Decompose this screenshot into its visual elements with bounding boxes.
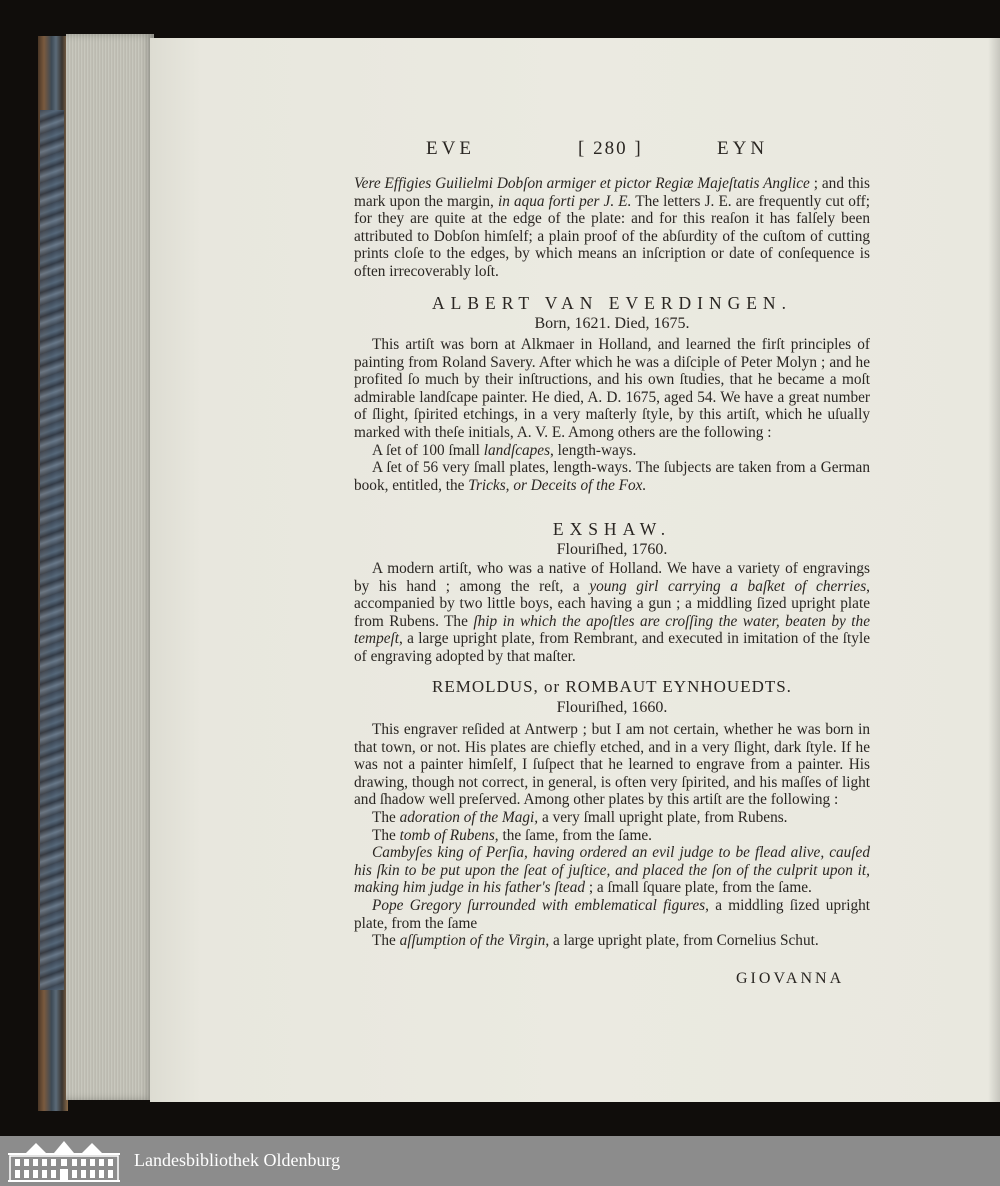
text-run: , length-ways. bbox=[550, 441, 637, 459]
marbled-cover bbox=[40, 110, 64, 990]
text-run: The letters J. E. are frequently cut off; for they are quite at the edge of the plate: and for this reaſon it has falſely been attributed to Dobſon himſelf; a plain proof of the abſurdity of the cuſtom of cutting prints cloſe to the edges, by which means an inſcription or date of conſequence is often irrecoverably loſt. bbox=[354, 192, 870, 280]
artist-heading: REMOLDUS, or ROMBAUT EYNHOUEDTS. bbox=[432, 677, 792, 696]
italic-title: aſſumption of the Virgin bbox=[399, 932, 546, 950]
artist-paragraph bbox=[354, 560, 870, 666]
artist-dates: Born, 1621. Died, 1675. bbox=[534, 315, 690, 332]
page-number: [ 280 ] bbox=[578, 138, 643, 159]
work-item bbox=[354, 932, 870, 950]
text-run: , the ſame, from the ſame. bbox=[494, 826, 652, 844]
work-item bbox=[354, 809, 870, 827]
text-run: The bbox=[372, 808, 400, 826]
italic-title: in aqua forti per J. E. bbox=[497, 192, 632, 210]
header-right: EYN bbox=[717, 138, 769, 159]
work-item bbox=[354, 897, 870, 932]
italic-title: young girl carrying a baſket of cherries bbox=[589, 577, 867, 595]
italic-title: adoration of the Magi, bbox=[399, 808, 539, 826]
text-run: , a large upright plate, from Rembrant, and executed in imitation of the ſtyle of engraving adopted by that maſter. bbox=[354, 630, 870, 665]
intro-paragraph bbox=[354, 175, 870, 281]
italic-title: Cambyſes king of Perſia, having ordered an evil judge to be flead alive, cauſed his ſkin to be put upon the ſeat of juſtice, and placed the ſon of the culprit upon it, making him judge in his father's ſtead bbox=[354, 844, 870, 897]
artist-heading: EXSHAW. bbox=[552, 519, 672, 539]
text-run: a very ſmall upright plate, from Rubens. bbox=[538, 808, 788, 826]
work-item bbox=[354, 844, 870, 897]
artist-paragraph: This artiſt was born at Alkmaer in Holland, and learned the firſt principles of painting from Roland Savery. After which he was a diſciple of Peter Molyn ; and he profited ſo much by their inſtructions, and his own ſtudies, that he became a moſt admirable landſcape painter. He died, A. D. 1675, aged 54. We have a great number of ſlight, ſpirited etchings, in a very maſterly ſtyle, by this artiſt, which he uſually marked with theſe initials, A. V. E. Among others are the following : bbox=[354, 336, 870, 441]
catchword: GIOVANNA bbox=[736, 970, 845, 987]
work-item bbox=[354, 459, 870, 494]
exshaw-section bbox=[354, 518, 870, 666]
italic-title: Pope Gregory ſurrounded with emblematical figures bbox=[372, 896, 706, 914]
eynhouedts-section bbox=[354, 676, 870, 950]
text-run: A modern artiſt, who was a native of Holland. We have a variety of engravings by his hand ; among the reſt, a bbox=[354, 560, 870, 595]
italic-title: Vere Effigies Guilielmi Dobſon armiger et pictor Regiæ Majeſtatis Anglice bbox=[354, 175, 810, 192]
artist-dates: Flouriſhed, 1760. bbox=[556, 541, 668, 558]
text-run: A ſet of 56 very ſmall plates, length-ways. The ſubjects are taken from a German book, entitled, the bbox=[354, 459, 870, 494]
library-footer bbox=[0, 1136, 1000, 1186]
intro-section bbox=[354, 175, 870, 281]
library-building-icon bbox=[6, 1139, 122, 1183]
work-item bbox=[354, 827, 870, 845]
text-run: , accompanied by two little boys, each having a gun ; a middling ſized upright plate from Rubens. The bbox=[354, 577, 870, 630]
text-run: , a large upright plate, from Cornelius Schut. bbox=[545, 932, 819, 950]
text-run: A ſet of 100 ſmall bbox=[372, 441, 484, 459]
artist-dates: Flouriſhed, 1660. bbox=[556, 699, 668, 716]
text-run: The bbox=[372, 826, 400, 844]
text-run: ; and this mark upon the margin, bbox=[354, 175, 870, 210]
work-item bbox=[354, 442, 870, 460]
library-name: Landesbibliothek Oldenburg bbox=[134, 1150, 341, 1170]
text-run: ; a ſmall ſquare plate, from the ſame. bbox=[585, 879, 812, 897]
italic-title: tomb of Rubens bbox=[399, 826, 495, 844]
italic-title: landſcapes bbox=[483, 441, 551, 459]
page-stack-edge bbox=[66, 34, 154, 1100]
everdingen-section bbox=[354, 292, 870, 494]
text-run: , a middling ſized upright plate, from the ſame bbox=[354, 896, 870, 932]
text-run: The bbox=[372, 932, 400, 950]
artist-heading: ALBERT VAN EVERDINGEN. bbox=[432, 293, 792, 313]
header-left: EVE bbox=[426, 138, 475, 159]
italic-title: Tricks, or Deceits of the Fox. bbox=[468, 476, 647, 494]
running-header bbox=[420, 138, 800, 162]
italic-title: ſhip in which the apoſtles are croſſing the water, beaten by the tempeſt bbox=[354, 612, 870, 648]
artist-paragraph: This engraver reſided at Antwerp ; but I am not certain, whether he was born in that town, or not. His plates are chiefly etched, and in a very ſlight, dark ſtyle. If he was not a painter himſelf, I ſuſpect that he learned to engrave from a painter. His drawing, though not correct, in general, is often very ſpirited, and his maſſes of light and ſhadow well preſerved. Among other plates by this artiſt are the following : bbox=[354, 721, 870, 809]
